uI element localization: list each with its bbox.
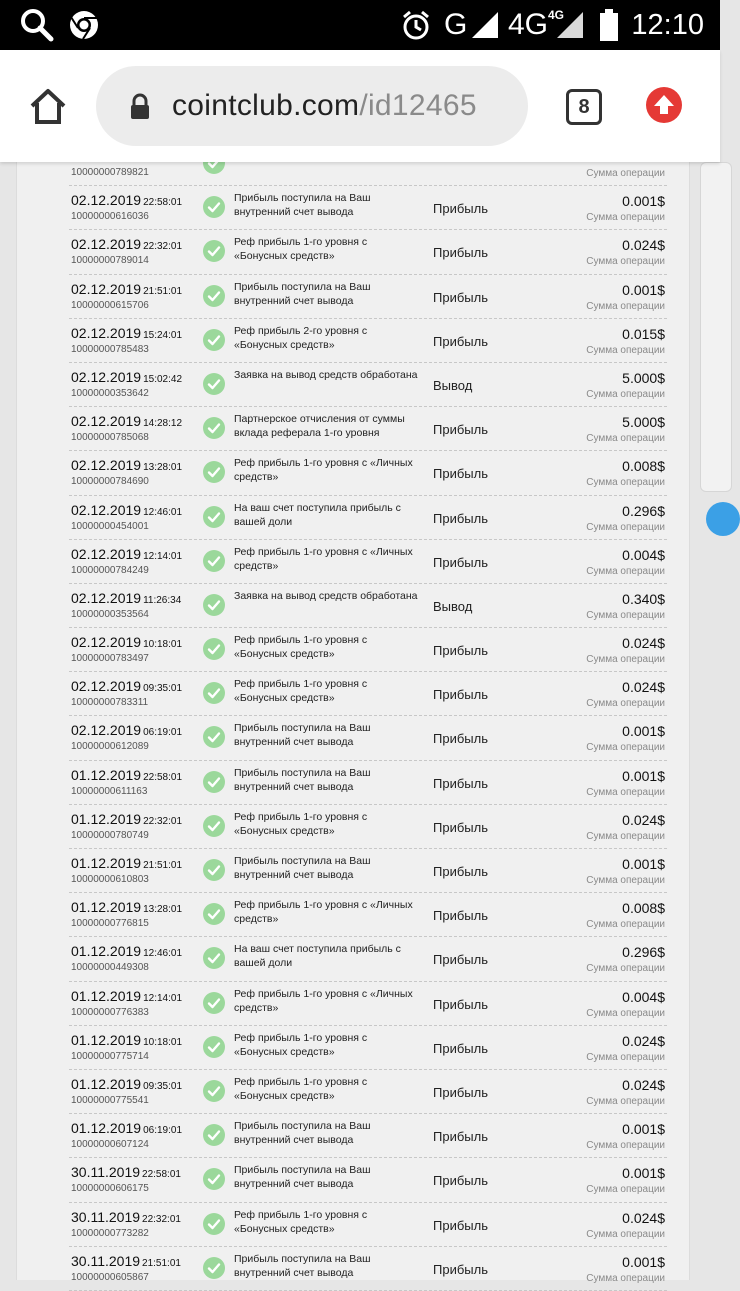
url-host: cointclub.com xyxy=(172,89,360,122)
table-row[interactable] xyxy=(69,982,667,1026)
row-datetime xyxy=(71,590,181,606)
row-description: На ваш счет поступила прибыль с вашей доли xyxy=(234,501,401,528)
check-icon xyxy=(203,1036,225,1058)
row-id: 10000000610803 xyxy=(71,874,149,885)
table-row[interactable] xyxy=(69,1158,667,1202)
row-type: Прибыль xyxy=(433,1173,488,1189)
row-type: Прибыль xyxy=(433,201,488,217)
row-amount: 0.024$ xyxy=(622,1209,665,1226)
table-row[interactable] xyxy=(69,363,667,407)
row-time: 14:28:12 xyxy=(143,418,183,430)
row-time: 11:26:34 xyxy=(143,594,182,606)
row-amount-label: Сумма операции xyxy=(586,654,665,666)
row-type: Прибыль xyxy=(433,554,488,570)
table-row[interactable] xyxy=(69,1247,667,1291)
row-amount: 0.001$ xyxy=(622,723,665,740)
row-amount-label: Сумма операции xyxy=(586,1228,665,1240)
row-amount: 0.015$ xyxy=(622,325,665,342)
table-row[interactable] xyxy=(69,628,667,672)
row-description: Реф прибыль 1-го уровня с «Бонусных средств» xyxy=(234,678,368,705)
check-icon xyxy=(203,550,225,572)
row-date: 02.12.2019 xyxy=(71,280,142,297)
signal-icon xyxy=(470,0,500,50)
table-row[interactable] xyxy=(69,275,667,319)
row-description: Реф прибыль 1-го уровня с «Личных средств» xyxy=(234,987,413,1014)
row-date: 02.12.2019 xyxy=(71,324,142,341)
row-amount: 0.001$ xyxy=(622,767,665,784)
row-type: Прибыль xyxy=(433,643,488,659)
row-description: Реф прибыль 1-го уровня с «Личных средств» xyxy=(234,545,413,572)
row-amount: 5.000$ xyxy=(622,414,665,431)
row-id: 10000000605867 xyxy=(71,1271,149,1283)
check-icon xyxy=(203,726,225,748)
check-icon xyxy=(203,947,225,969)
row-type: Прибыль xyxy=(433,466,488,482)
check-icon xyxy=(203,1124,225,1146)
row-amount: 0.001$ xyxy=(622,1165,665,1182)
url-text[interactable] xyxy=(172,66,477,146)
home-icon[interactable] xyxy=(28,86,68,131)
table-row[interactable] xyxy=(69,1114,667,1158)
row-type: Прибыль xyxy=(433,908,488,924)
row-amount: 0.296$ xyxy=(622,944,665,961)
row-type: Прибыль xyxy=(433,775,488,791)
table-row[interactable] xyxy=(69,937,667,981)
row-description: Реф прибыль 1-го уровня с «Личных средств» xyxy=(234,457,413,484)
row-type: Прибыль xyxy=(433,289,488,305)
row-type: Прибыль xyxy=(433,1129,488,1145)
row-datetime xyxy=(71,1120,182,1136)
check-icon xyxy=(203,285,225,307)
row-type: Прибыль xyxy=(433,422,488,438)
lock-icon xyxy=(130,94,150,125)
check-icon xyxy=(203,859,225,881)
row-amount-label: Сумма операции xyxy=(586,742,665,754)
row-time: 21:51:01 xyxy=(143,285,183,297)
row-type: Прибыль xyxy=(433,1040,488,1056)
row-time: 22:32:01 xyxy=(142,1213,181,1225)
row-description: Прибыль поступила на Ваш внутренний счет вывода xyxy=(234,192,371,219)
network-4g-small-label: 4G xyxy=(548,8,565,22)
row-description: Реф прибыль 1-го уровня с «Бонусных средств» xyxy=(234,810,368,837)
row-date: 01.12.2019 xyxy=(71,1031,142,1048)
url-path: /id12465 xyxy=(359,89,477,122)
table-row[interactable] xyxy=(69,496,667,540)
row-description: Прибыль поступила на Ваш внутренний счет вывода xyxy=(234,280,371,307)
row-datetime xyxy=(71,1032,182,1048)
row-id: 10000000783311 xyxy=(71,697,149,709)
side-action-button[interactable] xyxy=(706,502,740,536)
row-amount: 0.024$ xyxy=(622,237,665,254)
row-amount: 0.001$ xyxy=(622,193,665,210)
check-icon xyxy=(203,461,225,483)
row-amount-label: Сумма операции xyxy=(586,875,665,886)
row-amount-label: Сумма операции xyxy=(586,698,665,710)
table-row[interactable] xyxy=(69,230,667,274)
row-datetime xyxy=(71,988,182,1004)
row-time: 09:35:01 xyxy=(143,1080,183,1092)
check-icon xyxy=(203,1213,225,1235)
row-datetime xyxy=(71,457,182,473)
side-card xyxy=(700,162,732,492)
row-datetime xyxy=(71,546,182,562)
row-date: 02.12.2019 xyxy=(71,368,142,385)
row-id: 10000000784690 xyxy=(71,476,149,488)
row-id: 10000000784249 xyxy=(71,564,149,576)
row-amount-label: Сумма операции xyxy=(586,963,665,975)
row-amount-label: Сумма операции xyxy=(586,609,665,621)
row-amount-label: Сумма операции xyxy=(586,1140,665,1152)
row-id: 10000000353642 xyxy=(71,387,149,399)
row-id: 10000000353564 xyxy=(71,608,149,620)
row-date: 01.12.2019 xyxy=(71,987,142,1004)
row-time: 22:32:01 xyxy=(143,241,183,253)
row-amount-label: Сумма операции xyxy=(586,433,665,445)
row-type: Прибыль xyxy=(433,510,488,526)
row-type: Вывод xyxy=(433,598,473,614)
row-description: Заявка на вывод средств обработана xyxy=(234,368,418,381)
row-amount: 0.001$ xyxy=(622,1121,665,1138)
row-date: 01.12.2019 xyxy=(71,855,142,871)
row-datetime xyxy=(71,413,182,429)
row-date: 30.11.2019 xyxy=(71,1164,141,1181)
row-datetime xyxy=(71,1076,182,1092)
row-id: 10000000775714 xyxy=(71,1050,149,1062)
chrome-icon xyxy=(68,0,100,50)
table-row[interactable] xyxy=(69,540,667,584)
table-row[interactable] xyxy=(69,805,667,849)
row-description: Прибыль поступила на Ваш внутренний счет вывода xyxy=(234,1164,371,1191)
row-datetime xyxy=(71,767,182,783)
check-icon xyxy=(203,682,225,704)
row-time: 21:51:01 xyxy=(143,860,183,871)
row-amount-label: Сумма операции xyxy=(586,1007,665,1019)
arrow-up-icon xyxy=(646,87,682,123)
row-datetime xyxy=(71,634,182,650)
operations-panel xyxy=(16,162,690,1284)
check-icon xyxy=(203,771,225,793)
check-icon xyxy=(203,903,225,925)
table-row[interactable] xyxy=(69,761,667,805)
table-row[interactable] xyxy=(69,1070,667,1114)
row-amount-label: Сумма операции xyxy=(586,786,665,798)
row-type: Прибыль xyxy=(433,731,488,747)
row-time: 12:14:01 xyxy=(143,992,183,1004)
tab-switcher-button[interactable]: 8 xyxy=(566,89,602,125)
row-id: 10000000612089 xyxy=(71,741,149,753)
row-time: 12:46:01 xyxy=(143,506,183,518)
row-datetime xyxy=(71,236,182,252)
network-g-label: G xyxy=(444,8,468,41)
row-time: 10:18:01 xyxy=(143,1036,183,1048)
row-id: 10000000449308 xyxy=(71,962,149,974)
check-icon xyxy=(203,417,225,439)
row-id: 10000000611163 xyxy=(71,785,148,797)
table-row[interactable] xyxy=(69,186,667,230)
network-4g-label: 4G xyxy=(508,8,549,41)
row-id: 10000000785483 xyxy=(71,343,149,355)
table-row[interactable] xyxy=(69,407,667,451)
table-row[interactable] xyxy=(69,319,667,363)
row-type: Прибыль xyxy=(433,952,488,968)
clock-time: 12:10 xyxy=(631,8,704,41)
table-row[interactable] xyxy=(69,849,667,893)
row-date: 01.12.2019 xyxy=(71,810,142,827)
row-datetime xyxy=(71,1209,181,1225)
signal-icon xyxy=(555,0,585,50)
row-date: 01.12.2019 xyxy=(71,1120,142,1137)
row-id: 10000000776815 xyxy=(71,918,149,930)
row-date: 01.12.2019 xyxy=(71,1075,142,1092)
check-icon xyxy=(203,240,225,262)
row-time: 06:19:01 xyxy=(143,1125,183,1137)
row-amount-label: Сумма операции xyxy=(586,1272,665,1284)
check-icon xyxy=(203,638,225,660)
row-datetime xyxy=(71,1164,181,1180)
row-description: Реф прибыль 1-го уровня с «Бонусных средств» xyxy=(234,236,368,263)
row-datetime xyxy=(71,722,182,738)
row-date: 01.12.2019 xyxy=(71,899,142,916)
row-date: 01.12.2019 xyxy=(71,766,142,783)
status-bar xyxy=(0,0,720,50)
row-id: 10000000616036 xyxy=(71,211,149,223)
row-amount: 0.340$ xyxy=(622,590,665,607)
row-datetime xyxy=(71,369,182,385)
check-icon xyxy=(203,815,225,837)
row-amount: 0.024$ xyxy=(622,811,665,828)
row-time: 21:51:01 xyxy=(142,1257,181,1269)
row-amount-label: Сумма операции xyxy=(586,521,665,533)
row-date: 02.12.2019 xyxy=(71,413,142,430)
operations-list xyxy=(69,142,667,1291)
search-icon xyxy=(20,0,54,50)
row-type: Прибыль xyxy=(433,819,488,835)
row-description: Заявка на вывод средств обработана xyxy=(234,589,418,602)
row-id: 10000000615706 xyxy=(71,299,149,311)
row-description: Реф прибыль 1-го уровня с «Бонусных средств» xyxy=(234,634,368,661)
row-type: Прибыль xyxy=(433,687,488,703)
row-date: 02.12.2019 xyxy=(71,589,142,606)
row-date: 02.12.2019 xyxy=(71,192,142,209)
row-datetime xyxy=(71,855,182,871)
row-date: 30.11.2019 xyxy=(71,1252,141,1269)
row-amount: 0.008$ xyxy=(622,900,665,917)
row-id: 10000000780749 xyxy=(71,829,149,841)
row-amount-label: Сумма операции xyxy=(586,300,665,312)
row-type: Прибыль xyxy=(433,1261,488,1277)
row-amount-label: Сумма операции xyxy=(586,477,665,489)
row-description: Реф прибыль 1-го уровня с «Бонусных средств» xyxy=(234,1031,368,1058)
row-time: 13:28:01 xyxy=(143,904,183,916)
row-description: Реф прибыль 2-го уровня с «Бонусных средств» xyxy=(234,324,368,351)
check-icon xyxy=(203,1080,225,1102)
row-amount-label: Сумма операции xyxy=(586,256,665,268)
check-icon xyxy=(203,1257,225,1279)
row-date: 02.12.2019 xyxy=(71,722,142,739)
row-type: Прибыль xyxy=(433,245,488,261)
row-description: Партнерское отчисления от суммы вклада реферала 1-го уровня xyxy=(234,413,405,440)
row-description: Прибыль поступила на Ваш внутренний счет вывода xyxy=(234,722,371,749)
row-amount: 5.000$ xyxy=(622,369,665,386)
row-date: 01.12.2019 xyxy=(71,943,142,960)
row-datetime xyxy=(71,192,182,208)
row-id: 10000000775541 xyxy=(71,1094,149,1106)
row-time: 22:58:01 xyxy=(143,771,183,783)
check-icon xyxy=(203,594,225,616)
row-datetime xyxy=(71,678,182,694)
table-row[interactable] xyxy=(69,893,667,937)
row-type: Прибыль xyxy=(433,333,488,349)
row-amount-label: Сумма операции xyxy=(586,388,665,400)
row-amount: 0.024$ xyxy=(622,679,665,696)
row-amount: 0.024$ xyxy=(622,1032,665,1049)
row-time: 09:35:01 xyxy=(143,683,183,695)
row-datetime xyxy=(71,899,182,915)
address-bar[interactable] xyxy=(96,66,528,146)
row-datetime xyxy=(71,325,182,341)
table-row[interactable] xyxy=(69,1203,667,1247)
row-date: 30.11.2019 xyxy=(71,1208,141,1225)
row-description: Реф прибыль 1-го уровня с «Бонусных средств» xyxy=(234,1075,368,1102)
row-time: 22:58:01 xyxy=(143,197,183,209)
row-date: 02.12.2019 xyxy=(71,678,142,695)
row-date: 02.12.2019 xyxy=(71,545,142,562)
row-amount-label: Сумма операции xyxy=(586,344,665,356)
row-type: Прибыль xyxy=(433,996,488,1012)
row-id: 10000000783497 xyxy=(71,653,149,665)
row-time: 22:32:01 xyxy=(143,815,183,827)
row-amount-label: Сумма операции xyxy=(586,565,665,577)
check-icon xyxy=(203,1168,225,1190)
table-row[interactable] xyxy=(69,451,667,495)
row-time: 12:14:01 xyxy=(143,550,183,562)
row-amount: 0.296$ xyxy=(622,502,665,519)
row-datetime xyxy=(71,943,182,959)
row-id: 10000000607124 xyxy=(71,1139,149,1151)
row-time: 13:28:01 xyxy=(143,462,183,474)
row-time: 06:19:01 xyxy=(143,727,183,739)
update-button[interactable] xyxy=(646,87,682,123)
row-type: Вывод xyxy=(433,377,473,393)
row-amount: 0.008$ xyxy=(622,458,665,475)
table-row[interactable] xyxy=(69,672,667,716)
table-row[interactable] xyxy=(69,1026,667,1070)
row-amount: 0.024$ xyxy=(622,1076,665,1093)
page-content[interactable] xyxy=(0,162,720,1284)
alarm-icon xyxy=(400,0,432,50)
row-id: 10000000454001 xyxy=(71,520,149,532)
table-row[interactable] xyxy=(69,716,667,760)
row-id: 10000000785068 xyxy=(71,432,149,444)
row-time: 10:18:01 xyxy=(143,639,183,651)
check-icon xyxy=(203,329,225,351)
row-amount-label: Сумма операции xyxy=(586,830,665,842)
row-amount: 0.001$ xyxy=(622,281,665,298)
browser-toolbar xyxy=(0,50,720,162)
row-amount: 0.001$ xyxy=(622,1253,665,1270)
row-id: 10000000776383 xyxy=(71,1006,149,1018)
row-time: 22:58:01 xyxy=(142,1169,181,1181)
row-datetime xyxy=(71,811,182,827)
row-datetime xyxy=(71,502,182,518)
row-datetime xyxy=(71,281,182,297)
row-amount-label: Сумма операции xyxy=(586,1184,665,1196)
row-amount-label: Сумма операции xyxy=(586,1095,665,1107)
row-amount: 0.004$ xyxy=(622,988,665,1005)
row-amount: 0.024$ xyxy=(622,635,665,652)
row-description: На ваш счет поступила прибыль с вашей доли xyxy=(234,943,401,970)
row-amount: 0.001$ xyxy=(622,856,665,872)
row-description: Прибыль поступила на Ваш внутренний счет вывода xyxy=(234,855,371,881)
row-date: 02.12.2019 xyxy=(71,634,142,651)
row-amount-label: Сумма операции xyxy=(586,212,665,224)
row-time: 12:46:01 xyxy=(143,948,183,960)
row-time: 15:02:42 xyxy=(143,373,183,385)
row-amount-label: Сумма операции xyxy=(586,1051,665,1063)
row-date: 02.12.2019 xyxy=(71,501,142,518)
row-time: 15:24:01 xyxy=(143,329,183,341)
row-id: 10000000789014 xyxy=(71,255,149,267)
battery-icon xyxy=(598,0,620,50)
row-description: Прибыль поступила на Ваш внутренний счет вывода xyxy=(234,1252,371,1279)
row-type: Прибыль xyxy=(433,1084,488,1100)
row-id: 10000000789821 xyxy=(71,167,149,178)
row-id: 10000000773282 xyxy=(71,1227,149,1239)
row-id: 10000000606175 xyxy=(71,1183,149,1195)
check-icon xyxy=(203,373,225,395)
table-row[interactable] xyxy=(69,584,667,628)
row-date: 02.12.2019 xyxy=(71,457,142,474)
row-type: Прибыль xyxy=(433,1217,488,1233)
check-icon xyxy=(203,506,225,528)
row-description: Реф прибыль 1-го уровня с «Личных средств» xyxy=(234,899,413,926)
row-amount-label: Сумма операции xyxy=(586,168,665,179)
row-amount-label: Сумма операции xyxy=(586,919,665,931)
row-date: 02.12.2019 xyxy=(71,236,142,253)
row-description: Прибыль поступила на Ваш внутренний счет вывода xyxy=(234,1120,371,1147)
row-datetime xyxy=(71,1253,181,1269)
row-description: Прибыль поступила на Ваш внутренний счет вывода xyxy=(234,766,371,793)
check-icon xyxy=(203,196,225,218)
row-amount: 0.004$ xyxy=(622,546,665,563)
row-type: Прибыль xyxy=(433,864,488,879)
check-icon xyxy=(203,992,225,1014)
row-description: Реф прибыль 1-го уровня с «Бонусных средств» xyxy=(234,1208,368,1235)
